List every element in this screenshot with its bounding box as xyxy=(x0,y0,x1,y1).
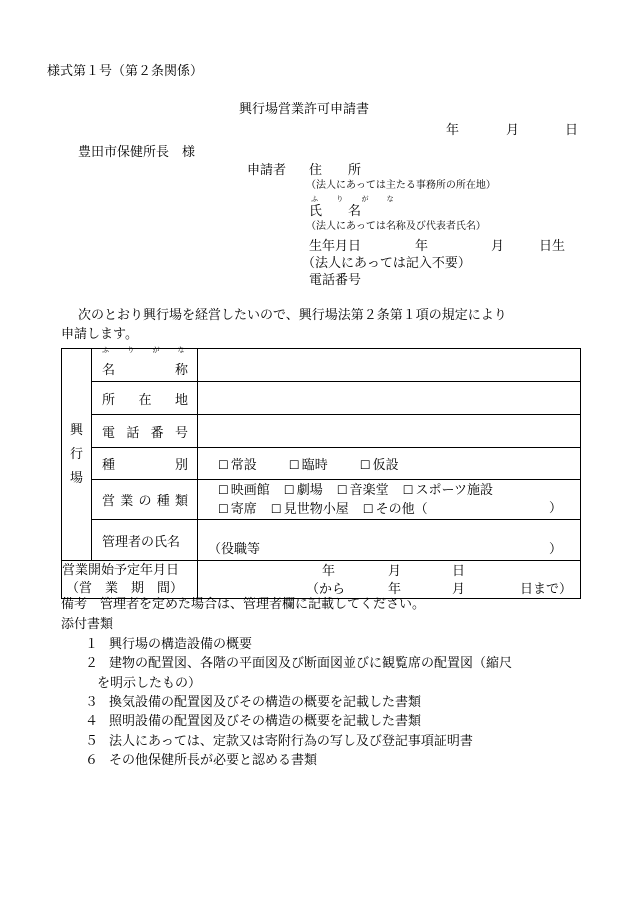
facility-group-char: 行 xyxy=(69,446,83,462)
facility-phone-label xyxy=(92,415,198,448)
label-char: 種 xyxy=(156,494,170,509)
manager-title-close: ） xyxy=(548,542,562,557)
period-year: 年 xyxy=(388,582,402,597)
date-year: 年 xyxy=(446,123,460,138)
label-char: 種 xyxy=(102,458,116,473)
address-label: 住 所 xyxy=(309,163,362,178)
label-char: 業 xyxy=(120,494,134,509)
facility-name-label xyxy=(92,345,198,382)
applicant-label: 申請者 xyxy=(247,163,287,178)
label-char: 話 xyxy=(126,425,140,441)
manager-name-field[interactable] xyxy=(198,520,581,561)
business-option-theater[interactable]: ☐ 劇場 xyxy=(284,483,323,498)
period-from: （から xyxy=(306,582,346,597)
date-month: 月 xyxy=(506,123,520,138)
birth-year: 年 xyxy=(415,239,429,254)
label-char: 番 xyxy=(150,425,164,441)
facility-name-furigana: ふ り が な xyxy=(102,345,193,354)
business-option-other[interactable]: ☐ その他（ xyxy=(363,502,428,517)
application-table xyxy=(61,345,581,599)
business-option-yose[interactable]: ☐ 寄席 xyxy=(218,502,257,517)
period-until: 日まで） xyxy=(520,582,573,597)
facility-location-field[interactable] xyxy=(198,382,581,415)
facility-location-label xyxy=(92,382,198,415)
attachment-num: ２ xyxy=(85,656,99,671)
attachment-num: ５ xyxy=(85,734,99,749)
attachment-num: １ xyxy=(85,637,99,652)
label-char: 号 xyxy=(174,425,188,441)
document-title: 興行場営業許可申請書 xyxy=(239,102,370,117)
birthdate-label: 生年月日 xyxy=(309,239,362,254)
type-option-temporary[interactable]: ☐ 臨時 xyxy=(289,458,328,473)
label-char: 地 xyxy=(174,392,188,408)
label-char: 所 xyxy=(102,392,116,408)
type-option-permanent[interactable]: ☐ 常設 xyxy=(218,458,257,473)
label-char: の xyxy=(138,494,152,509)
form-number: 様式第１号（第２条関係） xyxy=(47,64,204,79)
addressee: 豊田市保健所長 様 xyxy=(78,145,196,160)
attachment-text-continued: を明示したもの） xyxy=(97,676,202,691)
name-furigana: ふ り が な xyxy=(311,195,402,203)
attachments-heading: 添付書類 xyxy=(61,617,114,632)
facility-type-options xyxy=(198,448,581,480)
phone-label: 電話番号 xyxy=(309,273,362,288)
birth-note: （法人にあっては記入不要） xyxy=(302,256,471,271)
facility-phone-field[interactable] xyxy=(198,415,581,448)
name-label: 氏 名 xyxy=(309,204,362,219)
label-char: 在 xyxy=(138,392,152,408)
manager-title-open: （役職等 xyxy=(208,542,261,557)
remarks: 備考 管理者を定めた場合は、管理者欄に記載してください。 xyxy=(61,597,426,612)
business-option-cinema[interactable]: ☐ 映画館 xyxy=(218,483,270,498)
type-option-provisional[interactable]: ☐ 仮設 xyxy=(360,458,399,473)
attachment-text: その他保健所長が必要と認める書類 xyxy=(109,753,318,768)
attachment-text: 法人にあっては、定款又は寄附行為の写し及び登記事項証明書 xyxy=(109,734,473,749)
birth-day: 日生 xyxy=(539,239,566,254)
attachment-text: 照明設備の配置図及びその構造の概要を記載した書類 xyxy=(109,714,422,729)
business-option-sports-facility[interactable]: ☐ スポーツ施設 xyxy=(403,483,493,498)
start-month: 月 xyxy=(388,564,402,579)
name-note: （法人にあっては名称及び代表者氏名） xyxy=(306,221,486,232)
label-char: 類 xyxy=(174,494,188,509)
period-month: 月 xyxy=(452,582,466,597)
statement-line2: 申請します。 xyxy=(61,327,138,342)
attachment-text: 興行場の構造設備の概要 xyxy=(109,637,253,652)
business-type-label xyxy=(92,480,198,520)
label-char: 称 xyxy=(174,362,188,378)
business-option-concert-hall[interactable]: ☐ 音楽堂 xyxy=(337,483,389,498)
business-type-options xyxy=(198,480,581,520)
birth-month: 月 xyxy=(491,239,505,254)
attachment-text: 換気設備の配置図及びその構造の概要を記載した書類 xyxy=(109,695,422,710)
start-date-label xyxy=(62,561,198,599)
start-date-label-line2: （営 業 期 間） xyxy=(66,580,184,596)
facility-name-field[interactable] xyxy=(198,349,581,382)
address-note: （法人にあっては主たる事務所の所在地） xyxy=(306,180,496,191)
start-year: 年 xyxy=(322,564,336,579)
label-char: 別 xyxy=(174,458,188,473)
business-option-sideshow[interactable]: ☐ 見世物小屋 xyxy=(271,502,349,517)
facility-group-label xyxy=(62,349,92,561)
attachment-text: 建物の配置図、各階の平面図及び断面図並びに観覧席の配置図（縮尺 xyxy=(109,656,513,671)
label-char: 営 xyxy=(102,494,116,509)
attachment-num: ３ xyxy=(85,695,99,710)
label-char: 電 xyxy=(102,425,116,441)
statement-line1: 次のとおり興行場を経営したいので、興行場法第２条第１項の規定により xyxy=(78,308,507,323)
label-char: 名 xyxy=(102,362,116,378)
business-other-close: ） xyxy=(548,500,562,516)
attachment-num: ４ xyxy=(85,714,99,729)
start-date-label-line1: 営業開始予定年月日 xyxy=(62,562,180,578)
facility-group-char: 興 xyxy=(69,422,83,438)
date-day: 日 xyxy=(565,123,579,138)
facility-type-label xyxy=(92,448,198,480)
manager-name-label: 管理者の氏名 xyxy=(92,520,198,561)
facility-group-char: 場 xyxy=(69,470,83,486)
start-day: 日 xyxy=(452,564,466,579)
start-date-field[interactable] xyxy=(198,561,581,599)
attachment-num: ６ xyxy=(85,753,99,768)
